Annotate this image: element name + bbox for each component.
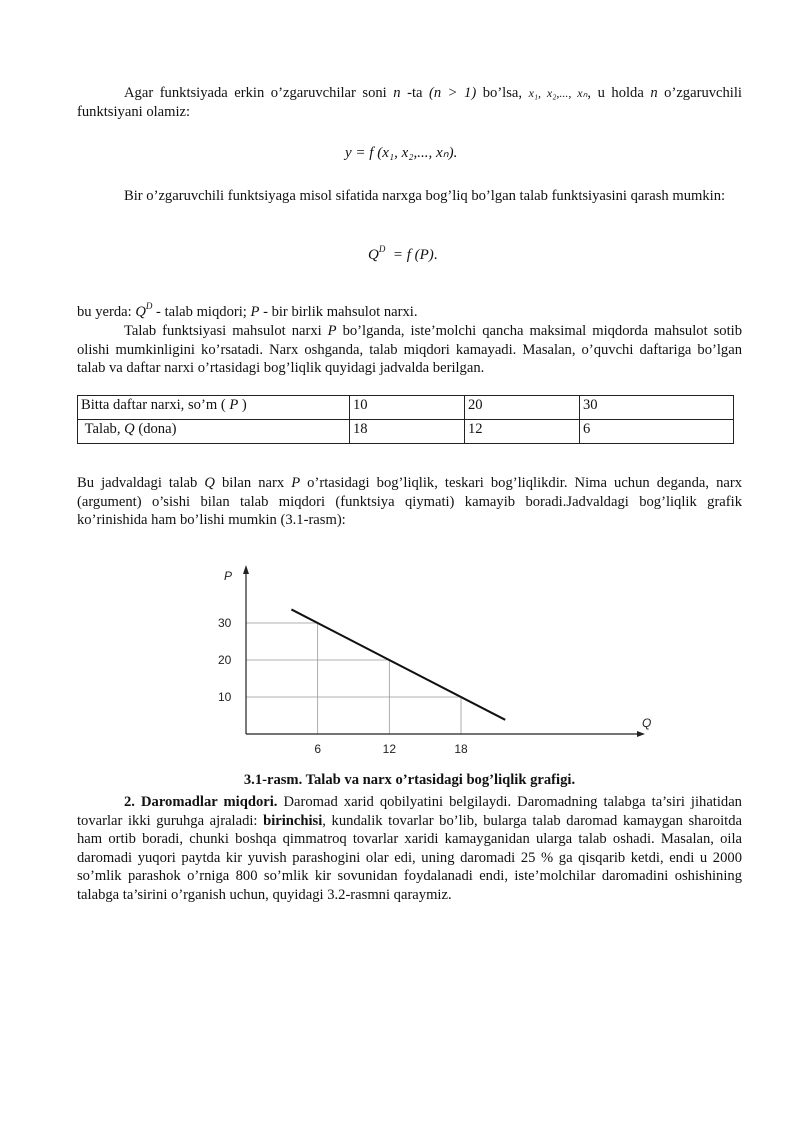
math-n: n — [393, 85, 401, 101]
text: - talab miqdori; — [152, 304, 251, 320]
text: ) — [238, 397, 247, 413]
paragraph-demand-explanation — [77, 322, 742, 378]
text: Bu jadvaldagi talab — [77, 475, 205, 491]
text: o’rtasidagi bog’liqlik, teskari bog’liqlikdir. Nima uchun deganda, narx (argument) o’sishi bilan talab miqdori (funktsiya qiymati) kamayib boradi.Jadvaldagi bog’liqlik grafik ko’rinishida ham bo’lishi mumkin (3.1-rasm): — [77, 475, 743, 528]
table-cell-label — [78, 420, 350, 444]
x-tick-label: 6 — [314, 742, 322, 756]
price-demand-table — [77, 395, 734, 444]
math-q: Q — [204, 475, 215, 491]
paragraph-income — [77, 793, 742, 904]
math-q: Q — [124, 421, 135, 437]
text: Daromad xarid qobilyatini belgilaydi. Daromadning talabga ta’siri jihatidan tovarlar ikki guruhga ajraladi: — [77, 794, 742, 829]
table-cell: 10 — [350, 396, 465, 420]
text: bo’lsa, — [476, 85, 529, 101]
table-cell: 20 — [465, 396, 580, 420]
text: Talab, — [84, 421, 125, 437]
figure-caption: 3.1-rasm. Talab va narx o’rtasidagi bog’liqlik grafigi. — [243, 772, 576, 788]
text: o’zgaruvchili funktsiyani olamiz: — [77, 85, 742, 120]
math-superscript: D — [378, 244, 386, 254]
math-n: n — [650, 85, 658, 101]
text: Talab funktsiyasi mahsulot narxi — [124, 323, 328, 339]
paragraph-demand-example: Bir o’zgaruvchili funktsiyaga misol sifatida narxga bog’liq bo’lgan talab funktsiyasini qarash mumkin: — [124, 188, 726, 204]
y-axis-label: P — [224, 569, 233, 583]
table-cell: 12 — [465, 420, 580, 444]
y-tick-label: 10 — [218, 690, 232, 704]
text: Bitta daftar narxi, so’m ( — [81, 397, 230, 413]
text: -ta — [400, 85, 429, 101]
formula-demand-function — [368, 244, 438, 264]
math-variables: x₁, x₂,..., xₙ — [528, 86, 588, 100]
table-row — [78, 420, 734, 444]
math-condition: (n > 1) — [429, 85, 477, 101]
math-p: P — [327, 323, 337, 339]
math-q: Q — [135, 304, 146, 320]
x-tick-label: 18 — [454, 742, 468, 756]
text: - bir birlik mahsulot narxi. — [259, 304, 418, 320]
y-tick-label: 20 — [218, 653, 232, 667]
math-dot: . — [433, 247, 438, 263]
demand-price-chart — [200, 560, 660, 765]
text: (dona) — [134, 421, 177, 437]
text: bu yerda: — [77, 304, 136, 320]
table-row — [78, 396, 734, 420]
section-heading: 2. Daromadlar miqdori. — [124, 794, 278, 810]
x-axis-arrow — [637, 731, 645, 737]
x-tick-label: 12 — [382, 742, 397, 756]
math-rhs: = f (P) — [392, 247, 434, 263]
table-cell-label — [78, 396, 350, 420]
formula-multivariable: y = f (x₁, x₂,..., xₙ). — [345, 145, 458, 161]
paragraph-inverse-relation — [77, 474, 742, 530]
y-tick-label: 30 — [218, 616, 232, 630]
bold-term: birinchisi — [263, 812, 323, 829]
math-p: P — [229, 397, 239, 413]
math-p: P — [250, 304, 260, 320]
text: , kundalik tovarlar bo’lib, bularga talab daromad kamaygan sharoitda ham ortib boradi, chunki boshqa qimmatroq tovarlar xaridi kamayganidan ularga talab oshadi. Masalan, oila daromadi yuqori paytda kir yuvish parashogini olar edi, uning daromadi 25 % ga qisqarib ketdi, endi u 2000 so’mlik parashok o’rniga 800 so’mlik kir sovunidan foydalanadi endi, iste’molchilar daromadini oshishining talabga ta’sirini o’rganish uchun, quyidagi 3.2-rasmni qaraymiz. — [77, 812, 742, 903]
text: bilan narx — [214, 475, 292, 491]
table-cell: 6 — [580, 420, 734, 444]
text: bo’lganda, iste’molchi qancha maksimal miqdorda mahsulot sotib olishi mumkinligini ko’rsatadi. Narx oshganda, talab miqdori kamayadi. Masalan, o’quvchi daftariga bo’lgan talab va daftar narxi o’rtasidagi bog’liqlik quyidagi jadvalda berilgan. — [77, 323, 742, 376]
paragraph-definitions — [77, 297, 742, 322]
math-p: P — [291, 475, 301, 491]
x-axis-label: Q — [642, 716, 652, 730]
guide-lines — [246, 623, 461, 734]
math-superscript: D — [145, 301, 153, 311]
table-cell: 18 — [350, 420, 465, 444]
math-q: Q — [368, 247, 379, 263]
text: Agar funktsiyada erkin o’zgaruvchilar soni — [124, 85, 394, 101]
table-cell: 30 — [580, 396, 734, 420]
y-axis-arrow — [243, 565, 249, 574]
text: , u holda — [587, 85, 651, 101]
paragraph-functions-n-variables — [77, 84, 742, 121]
demand-line — [291, 609, 505, 719]
